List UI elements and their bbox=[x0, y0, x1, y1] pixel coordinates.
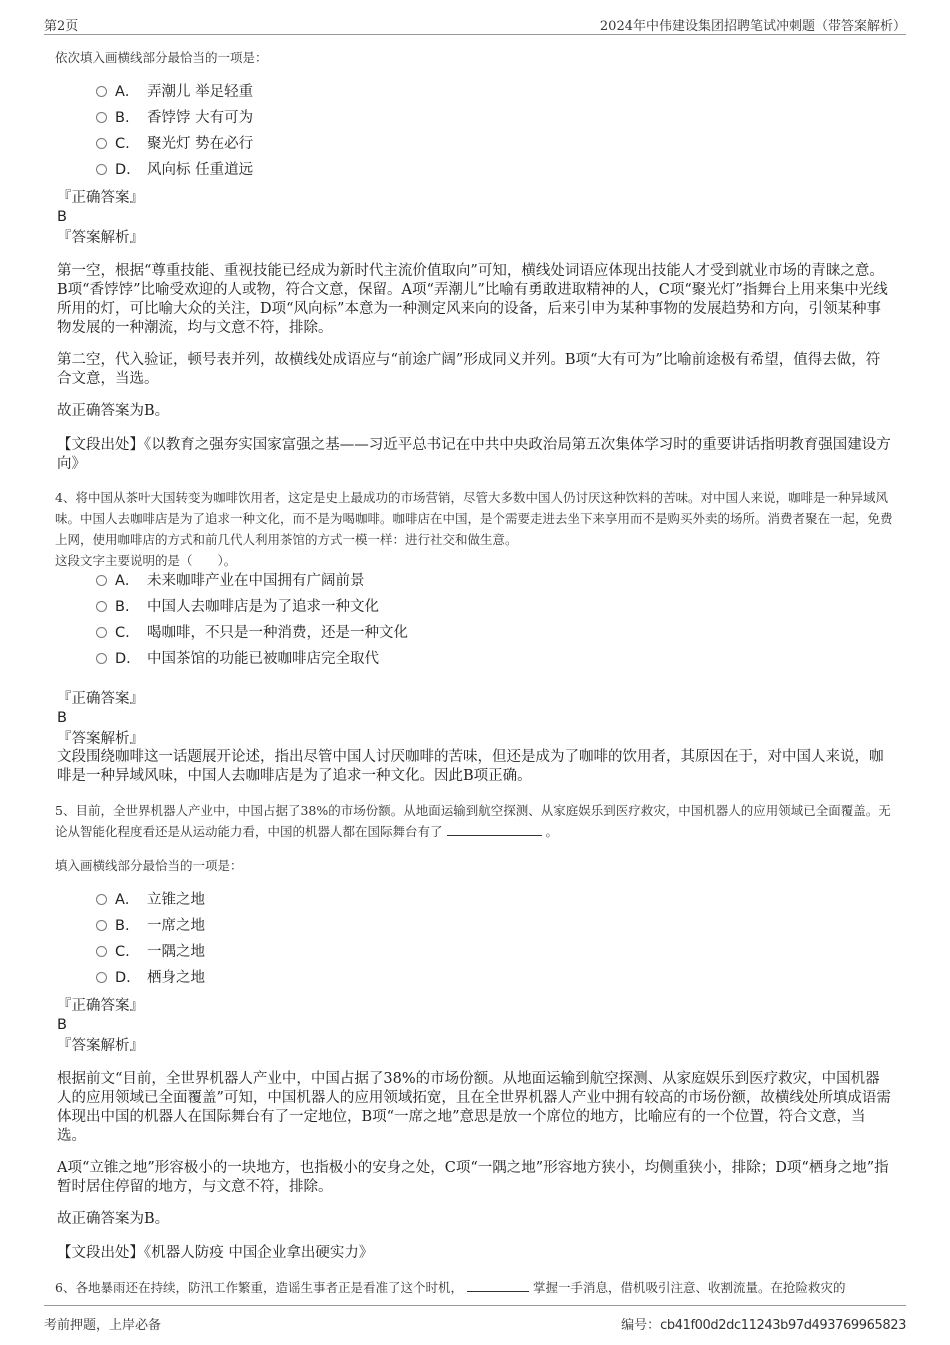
q4-answer: B bbox=[57, 710, 67, 726]
radio-icon[interactable] bbox=[96, 601, 107, 612]
q3-analysis-p2: 第二空，代入验证，顿号表并列，故横线处成语应与“前途广阔”形成同义并列。B项“大有可为”比喻前途极有希望，值得去做，符合文意，当选。 bbox=[57, 352, 881, 387]
q5-analysis-label: 『答案解析』 bbox=[57, 1038, 144, 1054]
answer-blank bbox=[447, 823, 542, 836]
radio-icon[interactable] bbox=[96, 653, 107, 664]
q3-option-b[interactable]: B. 香饽饽 大有可为 bbox=[96, 107, 253, 129]
radio-icon[interactable] bbox=[96, 946, 107, 957]
radio-icon[interactable] bbox=[96, 920, 107, 931]
q3-option-d[interactable]: D. 风向标 任重道远 bbox=[96, 159, 253, 181]
q4-option-b[interactable]: B. 中国人去咖啡店是为了追求一种文化 bbox=[96, 596, 379, 618]
q4-answer-label: 『正确答案』 bbox=[57, 691, 144, 707]
q3-option-c[interactable]: C. 聚光灯 势在必行 bbox=[96, 133, 253, 155]
document-code: 编号：cb41f00d2dc11243b97d493769965823 bbox=[621, 1318, 906, 1333]
radio-icon[interactable] bbox=[96, 627, 107, 638]
q3-option-a[interactable]: A． 弄潮儿 举足轻重 bbox=[96, 81, 253, 103]
radio-icon[interactable] bbox=[96, 164, 107, 175]
q3-analysis-p3: 故正确答案为B。 bbox=[57, 403, 170, 419]
q3-analysis-p1: 第一空，根据“尊重技能、重视技能已经成为新时代主流价值取向”可知，横线处词语应体现出技能人才受到就业市场的青睐之意。B项“香饽饽”比喻受欢迎的人或物，符合文意，保留。A项“弄潮儿”比喻有勇敢进取精神的人，C项“聚光灯”指舞台上用来集中光线所用的灯，可比喻大众的关注，D项“风向标”本意为一种测定风来向的设备，后来引申为某种事物的发展趋势和方向，引领某种事物发展的一种潮流，均与文意不符，排除。 bbox=[57, 263, 888, 336]
radio-icon[interactable] bbox=[96, 894, 107, 905]
q5-option-d[interactable]: D. 栖身之地 bbox=[96, 967, 205, 989]
radio-icon[interactable] bbox=[96, 138, 107, 149]
q4-question: 这段文字主要说明的是（ ）。 bbox=[55, 553, 237, 568]
q3-source: 【文段出处】《以教育之强夯实国家富强之基——习近平总书记在中共中央政治局第五次集体学习时的重要讲话指明教育强国建设方向》 bbox=[57, 437, 891, 472]
q3-analysis-label: 『答案解析』 bbox=[57, 230, 144, 246]
q5-answer: B bbox=[57, 1017, 67, 1033]
q5-analysis-p1: 根据前文“目前，全世界机器人产业中，中国占据了38%的市场份额。从地面运输到航空探测、从家庭娱乐到医疗救灾，中国机器人的应用领域已全面覆盖”可知，中国机器人的应用领域拓宽，且在全世界机器人产业中拥有较高的市场份额，故横线处所填成语需体现出中国的机器人在国际舞台有了一定地位，B项“一席之地”意思是放一个席位的地方，比喻应有的一个位置，符合文意，当选。 bbox=[57, 1071, 891, 1144]
footer-slogan: 考前押题，上岸必备 bbox=[44, 1318, 162, 1333]
page-number: 第2页 bbox=[44, 19, 79, 34]
q5-analysis-p3: 故正确答案为B。 bbox=[57, 1211, 170, 1227]
q4-option-a[interactable]: A． 未来咖啡产业在中国拥有广阔前景 bbox=[96, 570, 365, 592]
radio-icon[interactable] bbox=[96, 575, 107, 586]
q5-source: 【文段出处】《机器人防疫 中国企业拿出硬实力》 bbox=[57, 1245, 374, 1261]
q5-stem: 5、目前，全世界机器人产业中，中国占据了38%的市场份额。从地面运输到航空探测、从家庭娱乐到医疗救灾，中国机器人的应用领域已全面覆盖。无论从智能化程度看还是从运动能力看，中国的机器人都在国际舞台有了 。 bbox=[55, 803, 891, 839]
q5-question: 填入画横线部分最恰当的一项是： bbox=[55, 858, 243, 873]
q6-stem: 6、各地暴雨还在持续，防汛工作繁重，造谣生事者正是看准了这个时机， 掌握一手消息，借机吸引注意、收割流量。在抢险救灾的 bbox=[55, 1280, 846, 1295]
document-title: 2024年中伟建设集团招聘笔试冲刺题（带答案解析） bbox=[599, 19, 906, 34]
q4-option-c[interactable]: C. 喝咖啡，不只是一种消费，还是一种文化 bbox=[96, 622, 408, 644]
q3-answer-label: 『正确答案』 bbox=[57, 190, 144, 206]
q5-answer-label: 『正确答案』 bbox=[57, 998, 144, 1014]
q4-analysis-label: 『答案解析』 bbox=[57, 731, 144, 747]
radio-icon[interactable] bbox=[96, 112, 107, 123]
radio-icon[interactable] bbox=[96, 972, 107, 983]
q4-option-d[interactable]: D. 中国茶馆的功能已被咖啡店完全取代 bbox=[96, 648, 379, 670]
page-header bbox=[44, 14, 906, 35]
answer-blank bbox=[467, 1279, 529, 1292]
q3-stem: 依次填入画横线部分最恰当的一项是： bbox=[55, 50, 268, 65]
q5-option-a[interactable]: A． 立锥之地 bbox=[96, 889, 205, 911]
q5-option-c[interactable]: C. 一隅之地 bbox=[96, 941, 205, 963]
q4-stem: 4、将中国从茶叶大国转变为咖啡饮用者，这定是史上最成功的市场营销，尽管大多数中国人仍讨厌这种饮料的苦味。对中国人来说，咖啡是一种异域风味。中国人去咖啡店是为了追求一种文化，而不是为喝咖啡。咖啡店在中国，是个需要走进去坐下来享用而不是购买外卖的场所。消费者聚在一起，免费上网，使用咖啡店的方式和前几代人利用茶馆的方式一模一样：进行社交和做生意。 bbox=[55, 490, 893, 547]
page-footer bbox=[44, 1305, 906, 1332]
q3-answer: B bbox=[57, 209, 67, 225]
q5-analysis-p2: A项“立锥之地”形容极小的一块地方，也指极小的安身之处，C项“一隅之地”形容地方狭小，均侧重狭小，排除；D项“栖身之地”指暂时居住停留的地方，与文意不符，排除。 bbox=[57, 1160, 889, 1195]
radio-icon[interactable] bbox=[96, 86, 107, 97]
q5-option-b[interactable]: B. 一席之地 bbox=[96, 915, 205, 937]
q4-analysis: 文段围绕咖啡这一话题展开论述，指出尽管中国人讨厌咖啡的苦味，但还是成为了咖啡的饮用者，其原因在于，对中国人来说，咖啡是一种异域风味，中国人去咖啡店是为了追求一种文化。因此B项正确。 bbox=[57, 749, 884, 784]
